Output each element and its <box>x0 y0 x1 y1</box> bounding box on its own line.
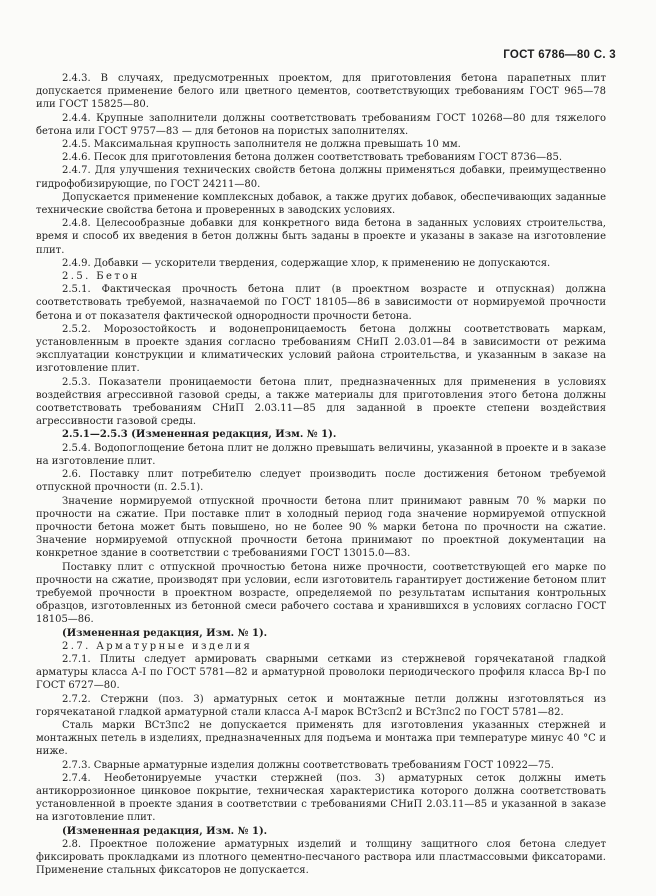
paragraph-2-4-5: 2.4.5. Максимальная крупность заполнителя не должна превышать 10 мм. <box>62 139 461 151</box>
paragraph-2-4-7: 2.4.7. Для улучшения технических свойств бетона должны применяться добавки, преимущественно гидрофобизирующие, по ГОСТ 24211—80. <box>36 165 606 190</box>
paragraph-2-7-3: 2.7.3. Сварные арматурные изделия должны соответствовать требованиям ГОСТ 10922—75. <box>62 759 554 771</box>
paragraph-2-7-2: 2.7.2. Стержни (поз. 3) арматурных сеток и монтажные петли должны изготовляться из горячекатаной гладкой арматурной стали класса А-I марок ВСт3сп2 и ВСт3пс2 по ГОСТ 5781—82. <box>36 693 606 718</box>
paragraph-2-6: 2.6. Поставку плит потребителю следует производить после достижения бетоном требуемой отпускной прочности (п. 2.5.1). <box>36 469 606 494</box>
paragraph-2-4-3: 2.4.3. В случаях, предусмотренных проектом, для приготовления бетона парапетных плит допускается применение белого или цветного цементов, соответствующих требованиям ГОСТ 965—78 или ГОСТ 15825—80. <box>36 73 606 111</box>
paragraph-2-4-4: 2.4.4. Крупные заполнители должны соответствовать требованиям ГОСТ 10268—80 для тяжелого бетона или ГОСТ 9757—83 — для бетонов на пористых заполнителях. <box>36 112 606 137</box>
paragraph-2-5-4: 2.5.4. Водопоглощение бетона плит не должно превышать величины, указанной в проекте и в заказе на изготовление плит. <box>36 442 606 467</box>
paragraph-2-5-1: 2.5.1. Фактическая прочность бетона плит (в проектном возрасте и отпускная) должна соответствовать требуемой, назначаемой по ГОСТ 18105—86 в зависимости от нормируемой прочности бетона и от показателя фактической однородности прочности бетона. <box>36 284 606 322</box>
paragraph-2-4-6: 2.4.6. Песок для приготовления бетона должен соответствовать требованиям ГОСТ 8736—85. <box>62 152 563 164</box>
paragraph-2-7-2-steel: Сталь марки ВСт3пс2 не допускается применять для изготовления указанных стержней и монтажных петель в изделиях, предназначенных для подъема и монтажа при температуре минус 40 °С и ниже. <box>36 719 606 758</box>
paragraph-2-4-8: 2.4.8. Целесообразные добавки для конкретного вида бетона в заданных условиях строительства, время и способ их введения в бетон должны быть заданы в проекте и указаны в заказе на изготовление плит. <box>36 218 606 256</box>
paragraph-2-8: 2.8. Проектное положение арматурных изделий и толщину защитного слоя бетона следует фиксировать прокладками из плотного цементно-песчаного раствора или пластмассовыми фиксаторами. Применение стальных фиксаторов не допускается. <box>36 838 606 877</box>
revision-note-2-7: (Измененная редакция, Изм. № 1). <box>62 825 268 837</box>
paragraph-2-7-4: 2.7.4. Необетонируемые участки стержней (поз. 3) арматурных сеток должны иметь антикоррозионное цинковое покрытие, техническая характеристика которого должна соответствовать установленной в проекте здания в соответствии с требованиями СНиП 2.03.11—85 и указанной в заказе на изготовление плит. <box>36 772 606 824</box>
paragraph-2-4-9: 2.4.9. Добавки — ускорители твердения, содержащие хлор, к применению не допускаются. <box>62 257 551 269</box>
page-header: ГОСТ 6786—80 С. 3 <box>503 49 616 61</box>
section-heading-reinforcement: 2.7. Арматурные изделия <box>62 640 253 652</box>
paragraph-2-4-7-note: Допускается применение комплексных добавок, а также других добавок, обеспечивающих заданные технические свойства бетона и проверенных в заводских условиях. <box>36 191 606 217</box>
section-heading-concrete: 2.5. Бетон <box>62 271 140 283</box>
paragraph-2-6-strength: Значение нормируемой отпускной прочности бетона плит принимают равным 70 % марки по прочности на сжатие. При поставке плит в холодный период года значение нормируемой отпускной прочности бетона может быть повышено, но не более 90 % марки бетона по прочности на сжатие. Значение нормируемой отпускной прочности бетона принимают по проектной документации на конкретное здание в соответствии с требованиями ГОСТ 13015.0—83. <box>36 495 606 560</box>
revision-note-2-6: (Измененная редакция, Изм. № 1). <box>62 627 268 639</box>
paragraph-2-5-2: 2.5.2. Морозостойкость и водонепроницаемость бетона должны соответствовать маркам, установленным в проекте здания согласно требованиям СНиП 2.03.01—84 в зависимости от режима эксплуатации конструкции и климатических условий района строительства, и указанным в заказе на изготовление плит. <box>36 323 606 375</box>
paragraph-2-5-3: 2.5.3. Показатели проницаемости бетона плит, предназначенных для применения в условиях воздействия агрессивной газовой среды, а также материалы для приготовления этого бетона должны соответствовать требованиям СНиП 2.03.11—85 для заданной в проекте степени воздействия агрессивности газовой среды. <box>36 376 606 428</box>
document-body <box>36 72 606 877</box>
paragraph-2-6-delivery: Поставку плит с отпускной прочностью бетона ниже прочности, соответствующей его марке по прочности на сжатие, производят при условии, если изготовитель гарантирует достижение бетоном плит требуемой прочности в проектном возрасте, определяемой по результатам испытания контрольных образцов, изготовленных из бетонной смеси рабочего состава и хранившихся в условиях согласно ГОСТ 18105—86. <box>36 561 606 626</box>
paragraph-2-7-1: 2.7.1. Плиты следует армировать сварными сетками из стержневой горячекатаной гладкой арматуры класса А-I по ГОСТ 5781—82 и арматурной проволоки периодического профиля класса Вр-I по ГОСТ 6727—80. <box>36 653 606 692</box>
revision-note-2-5: 2.5.1—2.5.3 (Измененная редакция, Изм. № 1). <box>62 429 337 441</box>
